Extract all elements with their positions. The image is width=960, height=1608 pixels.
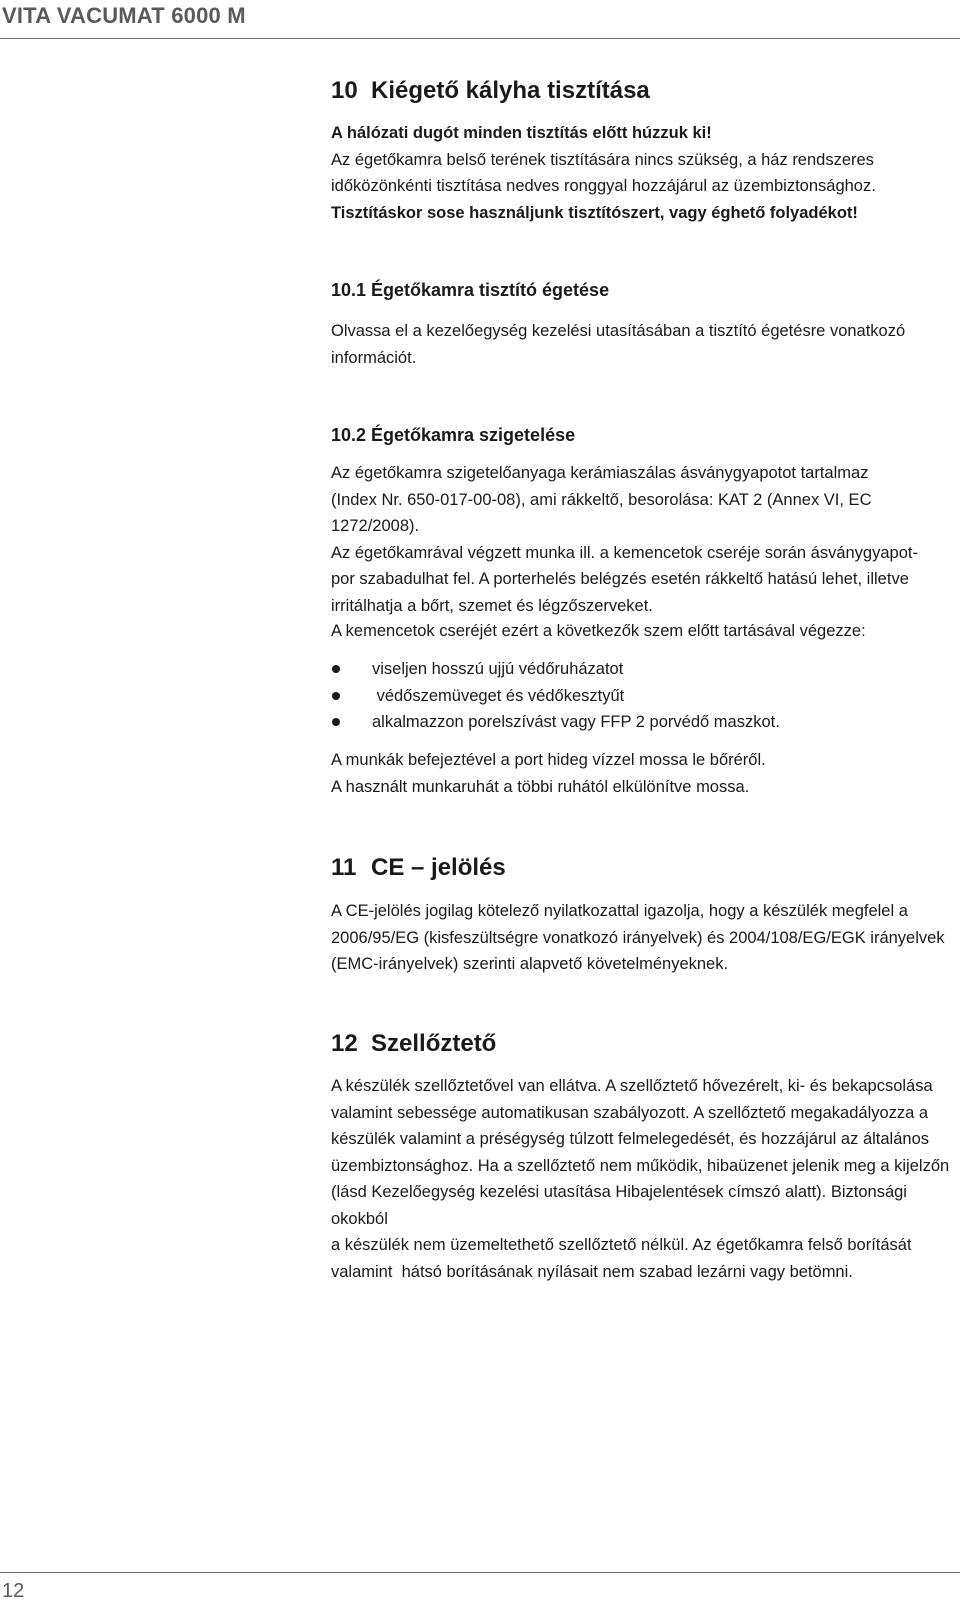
paragraph-line: (EMC-irányelvek) szerinti alapvető követelményeknek. xyxy=(331,955,729,973)
paragraph-line: készülék valamint a préségység túlzott felmelegedését, és hozzájárul az általános xyxy=(331,1130,929,1148)
paragraph-line: (lásd Kezelőegység kezelési utasítása Hibajelentések címszó alatt). Biztonsági okokból xyxy=(331,1183,907,1228)
section-10-2-body xyxy=(331,460,953,619)
list-item: védőszemüveget és védőkesztyűt xyxy=(331,683,953,710)
section-10-heading xyxy=(331,76,953,106)
paragraph-line: por szabadulhat fel. A porterhelés belégzés esetén rákkeltő hatású lehet, illetve xyxy=(331,570,909,588)
section-number: 10 xyxy=(331,77,358,104)
section-title: CE – jelölés xyxy=(371,854,506,881)
cleaning-warning: Tisztításkor sose használjunk tisztítószert, vagy éghető folyadékot! xyxy=(331,203,858,222)
paragraph-line: időközönkénti tisztítása nedves ronggyal hozzájárul az üzembiztonsághoz. xyxy=(331,177,876,195)
paragraph-line: 2006/95/EG (kisfeszültségre vonatkozó irányelvek) és 2004/108/EG/EGK irányelvek xyxy=(331,928,945,947)
paragraph-line: valamint sebessége automatikusan szabályozott. A szellőztető megakadályozza a xyxy=(331,1103,929,1122)
list-item: alkalmazzon porelszívást vagy FFP 2 porvédő maszkot. xyxy=(331,709,953,736)
paragraph-line: A használt munkaruhát a többi ruhától elkülönítve mossa. xyxy=(331,777,750,796)
closing-notes xyxy=(331,747,953,800)
bullet-icon xyxy=(332,665,340,673)
bullet-icon xyxy=(332,718,340,726)
section-10-1-body xyxy=(331,318,953,371)
unplug-warning: A hálózati dugót minden tisztítás előtt húzzuk ki! xyxy=(331,124,712,142)
section-10-body xyxy=(331,120,953,226)
page-number: 12 xyxy=(2,1580,25,1602)
bullet-icon xyxy=(332,692,340,700)
section-title: Kiégető kályha tisztítása xyxy=(371,77,650,104)
paragraph-line: (Index Nr. 650-017-00-08), ami rákkeltő, besorolása: KAT 2 (Annex VI, EC 1272/2008). xyxy=(331,490,872,535)
paragraph-line: Az égetőkamra belső terének tisztítására nincs szükség, a ház rendszeres xyxy=(331,150,874,169)
section-12-body xyxy=(331,1073,953,1285)
header-divider xyxy=(0,38,960,39)
protection-list xyxy=(331,656,953,736)
section-10-1-heading xyxy=(331,278,953,302)
paragraph-line: A munkák befejeztével a port hideg vízzel mossa le bőréről. xyxy=(331,751,766,769)
section-number: 11 xyxy=(331,854,357,881)
footer-divider xyxy=(0,1572,960,1573)
section-12-heading xyxy=(331,1029,953,1059)
list-item: viseljen hosszú ujjú védőruházatot xyxy=(331,656,953,683)
paragraph-line: Az égetőkamrával végzett munka ill. a kemencetok cseréje során ásványgyapot- xyxy=(331,543,918,562)
paragraph-line: információt. xyxy=(331,348,417,367)
paragraph-line: Olvassa el a kezelőegység kezelési utasításában a tisztító égetésre vonatkozó xyxy=(331,322,906,340)
section-11-body xyxy=(331,898,953,978)
section-number: 10.1 xyxy=(331,280,367,300)
replacement-intro xyxy=(331,618,953,645)
paragraph-line: valamint hátsó borításának nyílásait nem szabad lezárni vagy betömni. xyxy=(331,1262,853,1281)
running-head: VITA VACUMAT 6000 M xyxy=(2,3,246,28)
section-number: 12 xyxy=(331,1030,358,1057)
paragraph-line: a készülék nem üzemeltethető szellőztető nélkül. Az égetőkamra felső borítását xyxy=(331,1236,912,1254)
section-10-2-heading xyxy=(331,423,953,447)
section-title: Szellőztető xyxy=(371,1030,497,1057)
paragraph-line: A CE-jelölés jogilag kötelező nyilatkozattal igazolja, hogy a készülék megfelel a xyxy=(331,902,908,920)
section-title: Égetőkamra tisztító égetése xyxy=(371,280,610,300)
paragraph-line: irritálhatja a bőrt, szemet és légzőszerveket. xyxy=(331,596,653,615)
paragraph-line: üzembiztonsághoz. Ha a szellőztető nem működik, hibaüzenet jelenik meg a kijelzőn xyxy=(331,1156,950,1175)
section-11-heading xyxy=(331,853,953,883)
section-number: 10.2 xyxy=(331,425,367,445)
paragraph-line: A készülék szellőztetővel van ellátva. A szellőztető hővezérelt, ki- és bekapcsolása xyxy=(331,1077,933,1095)
paragraph-line: Az égetőkamra szigetelőanyaga kerámiaszálas ásványgyapotot tartalmaz xyxy=(331,464,869,482)
paragraph-line: A kemencetok cseréjét ezért a következők szem előtt tartásával végezze: xyxy=(331,622,866,640)
section-title: Égetőkamra szigetelése xyxy=(371,425,576,445)
